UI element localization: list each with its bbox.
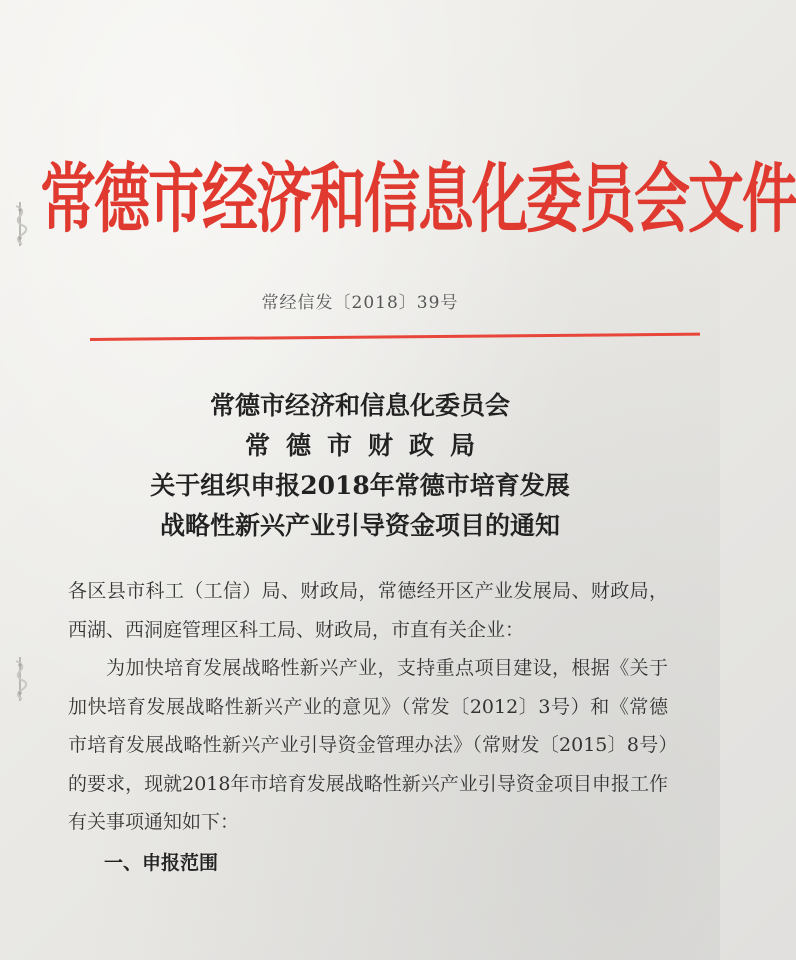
document-header-title: 常德市经济和信息化委员会文件: [40, 154, 796, 244]
subject-line-title-1: 关于组织申报2018年常德市培育发展: [150, 471, 570, 500]
notice-body: [68, 572, 668, 842]
staple-binding-icon: [12, 200, 34, 248]
subject-line-issuer-1: 常德市经济和信息化委员会: [209, 391, 510, 420]
section-heading: 一、申报范围: [104, 852, 219, 874]
subject-line-issuer-2: 常德市财政局: [244, 431, 491, 460]
body-paragraph: 为加快培育发展战略性新兴产业，支持重点项目建设，根据《关于加快培育发展战略性新兴产业的意见》（常发〔2012〕3号）和《常德市培育发展战略性新兴产业引导资金管理办法》（常财发〔2015〕8号）的要求，现就2018年市培育发展战略性新兴产业引导资金项目申报工作有关事项通知如下：: [68, 657, 668, 833]
staple-binding-icon: [12, 655, 34, 703]
subject-line-title-2: 战略性新兴产业引导资金项目的通知: [159, 511, 560, 540]
red-divider-line: [90, 333, 700, 341]
document-number: 常经信发〔2018〕39号: [261, 293, 459, 313]
notice-subject: [0, 386, 720, 546]
addressee-paragraph: 各区县市科工（工信）局、财政局，常德经开区产业发展局、财政局，西湖、西洞庭管理区科工局、财政局，市直有关企业：: [68, 580, 668, 641]
